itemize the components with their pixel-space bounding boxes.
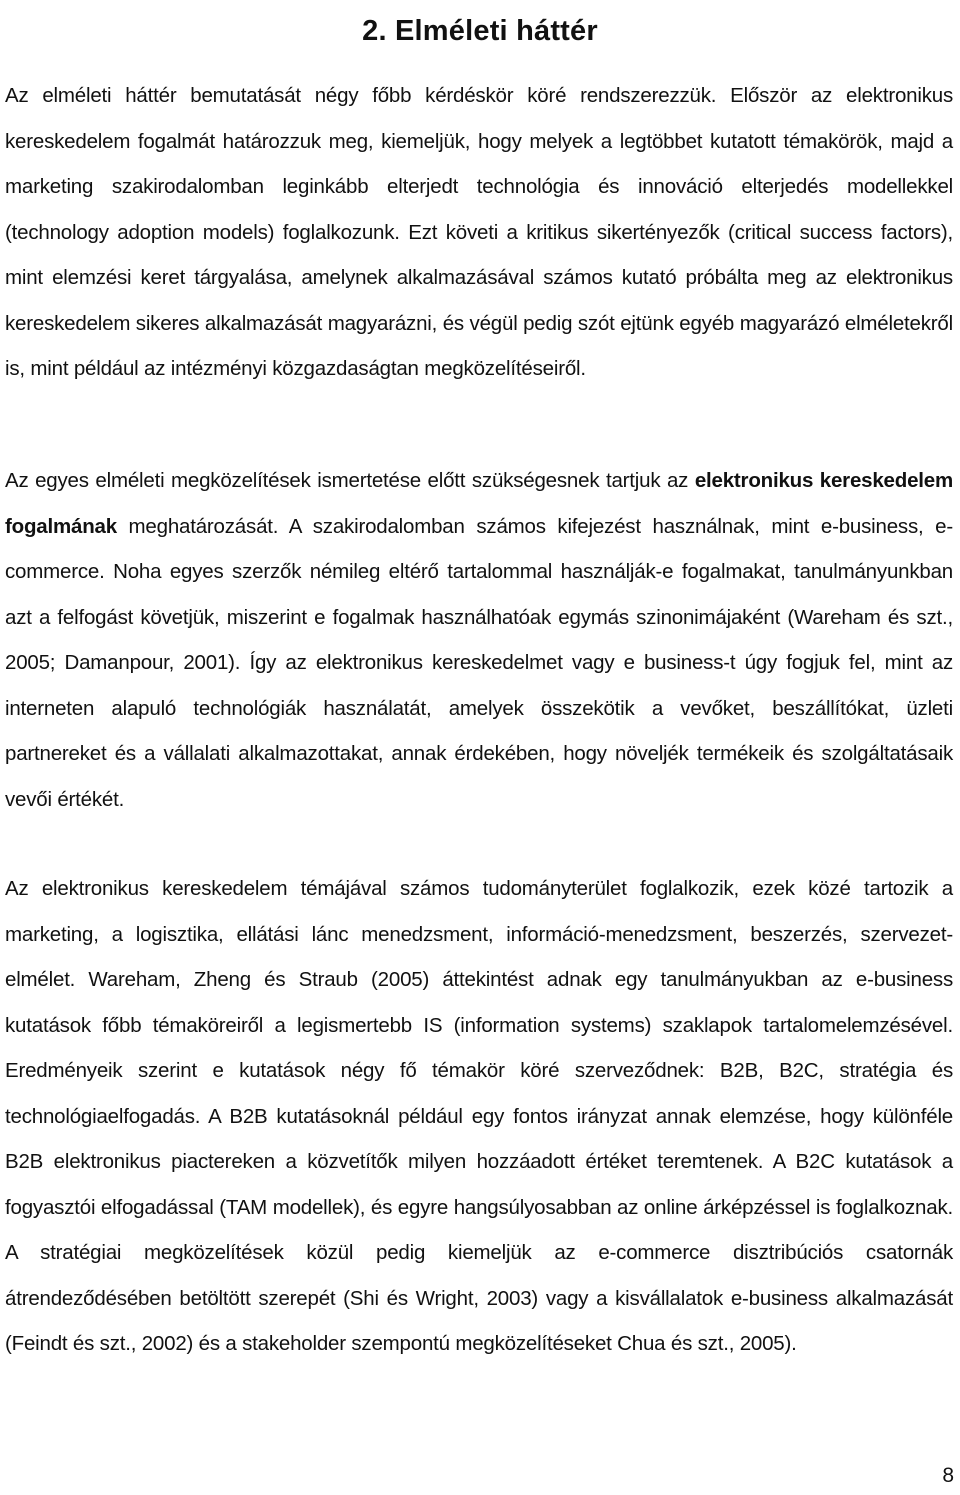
paragraph-definition [5,458,953,822]
paragraph-research-areas: Az elektronikus kereskedelem témájával számos tudományterület foglalkozik, ezek közé tartozik a marketing, a logisztika, ellátási lánc menedzsment, információ-menedzsment, beszerzés, szervezet-elmélet. Wareham, Zheng és Straub (2005) áttekintést adnak egy tanulmányukban az e-business kutatások főbb témaköreiről a legismertebb IS (information systems) szaklapok tartalomelemzésével. Eredményeik szerint e kutatások négy fő témakör köré szerveződnek: B2B, B2C, stratégia és technológiaelfogadás. A B2B kutatásoknál például egy fontos irányzat annak elemzése, hogy különféle B2B elektronikus piactereken a közvetítők milyen hozzáadott értéket teremtenek. A B2C kutatások a fogyasztói elfogadással (TAM modellek), és egyre hangsúlyosabban az online árképzéssel is foglalkoznak. A stratégiai megközelítések közül pedig kiemeljük az e-commerce disztribúciós csatornák átrendeződésében betöltött szerepét (Shi és Wright, 2003) vagy a kisvállalatok e-business alkalmazását (Feindt és szt., 2002) és a stakeholder szempontú megközelítéseket Chua és szt., 2005). [5,877,953,1355]
emphasized-term: elektronikus kereskedelem fogalmának [5,469,953,538]
paragraph-definition-lead: Az egyes elméleti megközelítések ismertetése előtt szükségesnek tartjuk az [5,469,695,492]
section-heading: 2. Elméleti háttér [362,15,598,48]
paragraph-definition-rest: meghatározását. A szakirodalomban számos kifejezést használnak, mint e-business, e-commerce. Noha egyes szerzők némileg eltérő tartalommal használják-e fogalmakat, tanulmányunkban azt a felfogást követjük, miszerint e fogalmak használhatóak egymás szinonimájaként (Wareham és szt., 2005; Damanpour, 2001). Így az elektronikus kereskedelmet vagy e business-t úgy fogjuk fel, mint az interneten alapuló technológiák használatát, amelyek összekötik a vevőket, beszállítókat, üzleti partnereket és a vállalati alkalmazottakat, annak érdekében, hogy növeljék termékeik és szolgáltatásaik vevői értékét. [5,514,953,811]
page-number: 8 [942,1464,954,1487]
paragraph-intro: Az elméleti háttér bemutatását négy főbb kérdéskör köré rendszerezzük. Először az elektronikus kereskedelem fogalmát határozzuk meg, kiemeljük, hogy melyek a legtöbbet kutatott témakörök, majd a marketing szakirodalomban leginkább elterjedt technológia és innováció elterjedés modellekkel (technology adoption models) foglalkozunk. Ezt követi a kritikus sikertényezők (critical success factors), mint elemzési keret tárgyalása, amelynek alkalmazásával számos kutató próbálta meg az elektronikus kereskedelem sikeres alkalmazását magyarázni, és végül pedig szót ejtünk egyéb magyarázó elméletekről is, mint például az intézményi közgazdaságtan megközelítéseiről. [5,84,953,380]
